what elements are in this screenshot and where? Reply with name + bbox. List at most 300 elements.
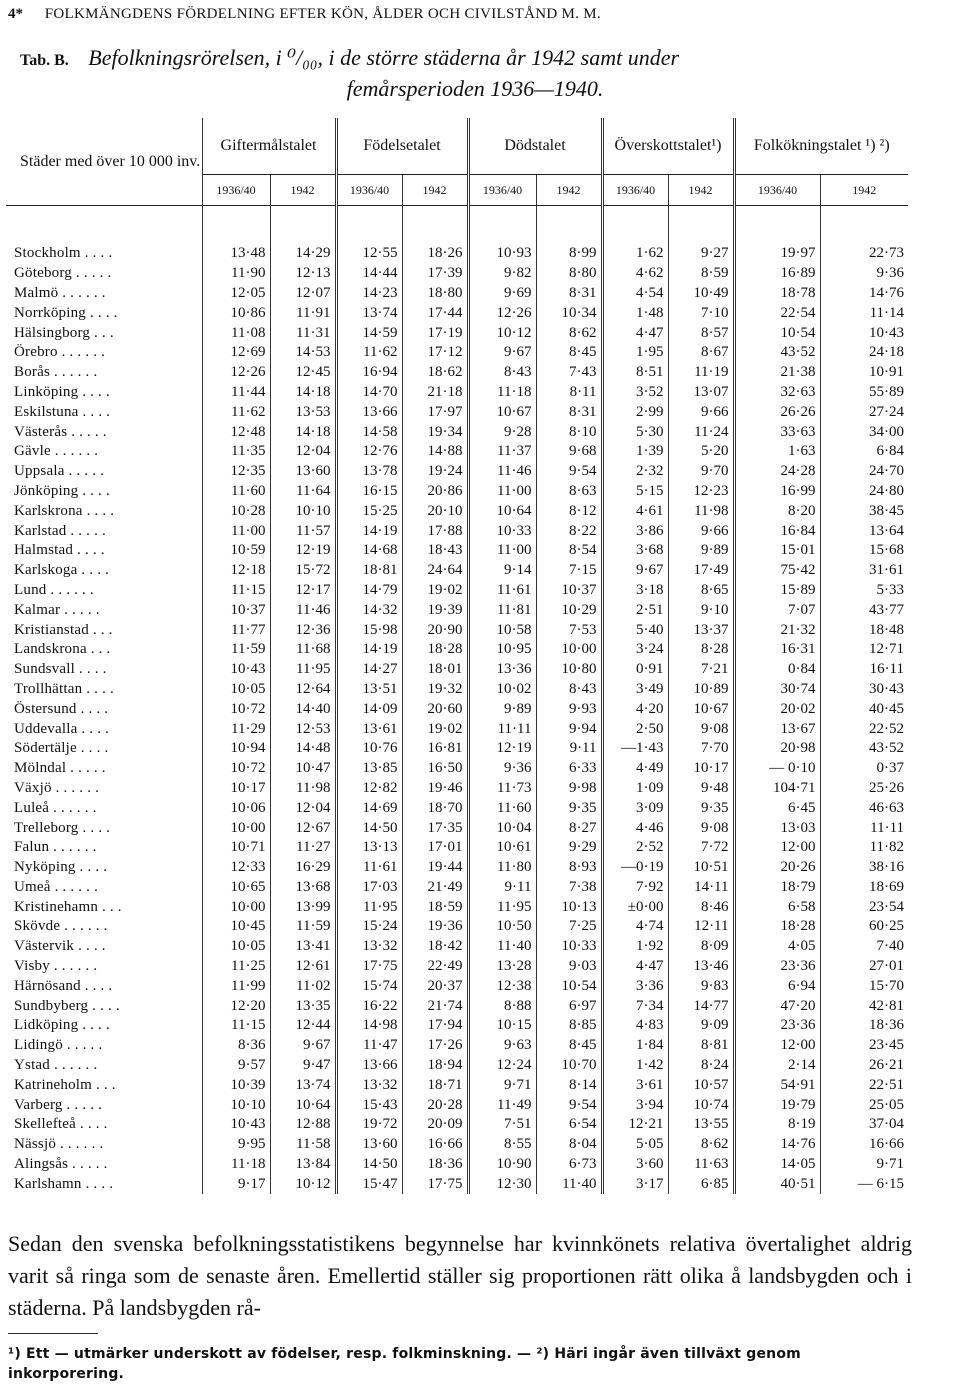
value-cell: 3·24: [602, 640, 668, 660]
value-cell: 18·28: [402, 640, 468, 660]
value-cell: 24·70: [820, 462, 908, 482]
value-cell: 14·70: [336, 383, 402, 403]
subheader: 1936/40: [336, 175, 402, 206]
table-row: [6, 462, 908, 482]
value-cell: 13·67: [734, 719, 820, 739]
value-cell: 34·00: [820, 422, 908, 442]
value-cell: 16·99: [734, 482, 820, 502]
value-cell: 104·71: [734, 779, 820, 799]
subheader: 1936/40: [734, 175, 820, 206]
value-cell: 0·84: [734, 660, 820, 680]
value-cell: 11·29: [202, 719, 270, 739]
value-cell: 19·72: [336, 1115, 402, 1135]
value-cell: 10·70: [536, 1056, 602, 1076]
value-cell: 1·92: [602, 937, 668, 957]
value-cell: 10·17: [668, 759, 734, 779]
subheader: 1936/40: [202, 175, 270, 206]
value-cell: 20·02: [734, 699, 820, 719]
table-row: [6, 976, 908, 996]
value-cell: 10·17: [202, 779, 270, 799]
table-row: [6, 284, 908, 304]
value-cell: 18·48: [820, 620, 908, 640]
table-row: [6, 482, 908, 502]
value-cell: 40·51: [734, 1174, 820, 1194]
value-cell: 22·51: [820, 1075, 908, 1095]
table-row: [6, 699, 908, 719]
value-cell: 22·52: [820, 719, 908, 739]
city-name-cell: Gävle . . . . . .: [14, 443, 99, 460]
table-row: [6, 442, 908, 462]
value-cell: 11·37: [468, 442, 536, 462]
value-cell: 14·79: [336, 581, 402, 601]
subheader: 1942: [270, 175, 336, 206]
table-row: [6, 264, 908, 284]
value-cell: 18·59: [402, 897, 468, 917]
value-cell: 1·39: [602, 442, 668, 462]
value-cell: 10·43: [202, 1115, 270, 1135]
value-cell: 8·24: [668, 1056, 734, 1076]
city-name-cell: Karlskoga . . . .: [14, 562, 110, 579]
value-cell: 11·15: [202, 581, 270, 601]
value-cell: 10·37: [536, 581, 602, 601]
table-row: [6, 244, 908, 264]
table-row: [6, 501, 908, 521]
value-cell: 7·53: [536, 620, 602, 640]
value-cell: 14·98: [336, 1016, 402, 1036]
value-cell: 2·99: [602, 402, 668, 422]
group-header: Folkökningstalet ¹) ²): [734, 118, 908, 175]
value-cell: 13·03: [734, 818, 820, 838]
value-cell: 11·98: [270, 779, 336, 799]
value-cell: 10·28: [202, 501, 270, 521]
value-cell: 38·16: [820, 858, 908, 878]
value-cell: 14·11: [668, 878, 734, 898]
subheader: 1936/40: [468, 175, 536, 206]
city-name-cell: Hälsingborg . . .: [14, 324, 114, 341]
value-cell: 0·37: [820, 759, 908, 779]
value-cell: 4·83: [602, 1016, 668, 1036]
city-name-cell: Visby . . . . . .: [14, 958, 98, 975]
value-cell: 30·74: [734, 680, 820, 700]
city-name-cell: Göteborg . . . . .: [14, 265, 112, 282]
table-row: [6, 719, 908, 739]
subheader: 1942: [536, 175, 602, 206]
city-name-cell: Härnösand . . . .: [14, 977, 113, 994]
value-cell: 18·80: [402, 284, 468, 304]
value-cell: 6·84: [820, 442, 908, 462]
value-cell: 6·45: [734, 798, 820, 818]
value-cell: 2·52: [602, 838, 668, 858]
value-cell: 6·33: [536, 759, 602, 779]
value-cell: 11·62: [202, 402, 270, 422]
value-cell: 6·85: [668, 1174, 734, 1194]
city-name-cell: Katrineholm . . .: [14, 1076, 116, 1093]
value-cell: 9·68: [536, 442, 602, 462]
table-row: [6, 917, 908, 937]
value-cell: 13·48: [202, 244, 270, 264]
value-cell: 8·11: [536, 383, 602, 403]
value-cell: — 6·15: [820, 1174, 908, 1194]
value-cell: 10·65: [202, 878, 270, 898]
value-cell: 10·61: [468, 838, 536, 858]
value-cell: 8·63: [536, 482, 602, 502]
value-cell: 10·64: [468, 501, 536, 521]
value-cell: 9·29: [536, 838, 602, 858]
value-cell: 22·54: [734, 303, 820, 323]
value-cell: 3·09: [602, 798, 668, 818]
value-cell: 13·66: [336, 1056, 402, 1076]
value-cell: 12·07: [270, 284, 336, 304]
value-cell: 11·27: [270, 838, 336, 858]
value-cell: 14·69: [336, 798, 402, 818]
value-cell: 8·65: [668, 581, 734, 601]
value-cell: 18·26: [402, 244, 468, 264]
value-cell: 24·28: [734, 462, 820, 482]
city-name-cell: Uddevalla . . . .: [14, 720, 110, 737]
value-cell: 14·27: [336, 660, 402, 680]
value-cell: 13·60: [336, 1135, 402, 1155]
value-cell: 21·49: [402, 878, 468, 898]
value-cell: 9·36: [468, 759, 536, 779]
value-cell: 1·62: [602, 244, 668, 264]
value-cell: 7·25: [536, 917, 602, 937]
value-cell: 11·59: [270, 917, 336, 937]
value-cell: 18·01: [402, 660, 468, 680]
value-cell: 12·19: [468, 739, 536, 759]
value-cell: 12·26: [468, 303, 536, 323]
value-cell: 8·67: [668, 343, 734, 363]
value-cell: 9·67: [270, 1036, 336, 1056]
running-title: FOLKMÄNGDENS FÖRDELNING EFTER KÖN, ÅLDER OCH CIVILSTÅND M. M.: [44, 6, 601, 22]
value-cell: 15·68: [820, 541, 908, 561]
table-row: [6, 759, 908, 779]
value-cell: 10·45: [202, 917, 270, 937]
value-cell: 13·64: [820, 521, 908, 541]
value-cell: 10·37: [202, 600, 270, 620]
value-cell: 43·52: [820, 739, 908, 759]
table-row: [6, 818, 908, 838]
value-cell: 19·46: [402, 779, 468, 799]
city-name-cell: Västervik . . . .: [14, 938, 106, 955]
value-cell: 8·36: [202, 1036, 270, 1056]
value-cell: 12·36: [270, 620, 336, 640]
value-cell: 18·42: [402, 937, 468, 957]
value-cell: 4·46: [602, 818, 668, 838]
value-cell: 3·17: [602, 1174, 668, 1194]
value-cell: 10·94: [202, 739, 270, 759]
value-cell: 12·11: [668, 917, 734, 937]
value-cell: 13·84: [270, 1155, 336, 1175]
value-cell: 13·61: [336, 719, 402, 739]
value-cell: 8·99: [536, 244, 602, 264]
value-cell: 11·24: [668, 422, 734, 442]
value-cell: 9·47: [270, 1056, 336, 1076]
value-cell: 6·54: [536, 1115, 602, 1135]
value-cell: 11·35: [202, 442, 270, 462]
table-row: [6, 1115, 908, 1135]
value-cell: 13·36: [468, 660, 536, 680]
value-cell: 8·10: [536, 422, 602, 442]
table-row: [6, 798, 908, 818]
value-cell: 12·05: [202, 284, 270, 304]
value-cell: 27·24: [820, 402, 908, 422]
value-cell: 0·91: [602, 660, 668, 680]
value-cell: 37·04: [820, 1115, 908, 1135]
value-cell: 54·91: [734, 1075, 820, 1095]
value-cell: 8·93: [536, 858, 602, 878]
value-cell: 9·35: [668, 798, 734, 818]
value-cell: 27·01: [820, 957, 908, 977]
value-cell: 10·76: [336, 739, 402, 759]
table-row: [6, 303, 908, 323]
city-name-cell: Karlshamn . . . .: [14, 1175, 114, 1192]
value-cell: 43·77: [820, 600, 908, 620]
value-cell: 11·49: [468, 1095, 536, 1115]
value-cell: 19·79: [734, 1095, 820, 1115]
table-row: [6, 680, 908, 700]
value-cell: 2·32: [602, 462, 668, 482]
city-name-cell: Lidköping . . . .: [14, 1017, 110, 1034]
value-cell: 20·90: [402, 620, 468, 640]
value-cell: 18·94: [402, 1056, 468, 1076]
value-cell: 10·71: [202, 838, 270, 858]
value-cell: 2·51: [602, 600, 668, 620]
value-cell: 8·85: [536, 1016, 602, 1036]
value-cell: 14·50: [336, 1155, 402, 1175]
table-row: [6, 1155, 908, 1175]
city-name-cell: Jönköping . . . .: [14, 482, 110, 499]
table-row: [6, 878, 908, 898]
value-cell: 13·60: [270, 462, 336, 482]
value-cell: 17·19: [402, 323, 468, 343]
table-caption: [20, 44, 930, 103]
value-cell: 2·50: [602, 719, 668, 739]
value-cell: 25·26: [820, 779, 908, 799]
value-cell: 16·66: [402, 1135, 468, 1155]
value-cell: 26·21: [820, 1056, 908, 1076]
value-cell: 4·20: [602, 699, 668, 719]
value-cell: 11·77: [202, 620, 270, 640]
value-cell: 10·33: [468, 521, 536, 541]
value-cell: 10·59: [202, 541, 270, 561]
value-cell: 11·95: [270, 660, 336, 680]
value-cell: 12·71: [820, 640, 908, 660]
table-row: [6, 838, 908, 858]
table-row: [6, 640, 908, 660]
value-cell: 10·90: [468, 1155, 536, 1175]
value-cell: 8·19: [734, 1115, 820, 1135]
value-cell: 12·33: [202, 858, 270, 878]
value-cell: 14·09: [336, 699, 402, 719]
value-cell: 8·46: [668, 897, 734, 917]
value-cell: 20·28: [402, 1095, 468, 1115]
table-row: [6, 779, 908, 799]
value-cell: 18·71: [402, 1075, 468, 1095]
value-cell: 5·33: [820, 581, 908, 601]
value-cell: 8·28: [668, 640, 734, 660]
value-cell: 9·70: [668, 462, 734, 482]
value-cell: 14·19: [336, 521, 402, 541]
city-name-cell: Växjö . . . . . .: [14, 779, 100, 796]
value-cell: 8·31: [536, 402, 602, 422]
value-cell: 8·80: [536, 264, 602, 284]
value-cell: 23·36: [734, 957, 820, 977]
value-cell: 11·46: [270, 600, 336, 620]
city-name-cell: Uppsala . . . . .: [14, 463, 105, 480]
value-cell: 5·20: [668, 442, 734, 462]
value-cell: 17·39: [402, 264, 468, 284]
value-cell: 10·91: [820, 363, 908, 383]
value-cell: 12·23: [668, 482, 734, 502]
value-cell: 18·43: [402, 541, 468, 561]
city-name-cell: Ystad . . . . . .: [14, 1057, 98, 1074]
city-name-cell: Trollhättan . . . .: [14, 680, 114, 697]
value-cell: 8·14: [536, 1075, 602, 1095]
table-row: [6, 581, 908, 601]
value-cell: 33·63: [734, 422, 820, 442]
value-cell: 12·30: [468, 1174, 536, 1194]
value-cell: 12·48: [202, 422, 270, 442]
value-cell: 12·69: [202, 343, 270, 363]
city-name-cell: Sundsvall . . . .: [14, 661, 107, 678]
city-name-cell: Lidingö . . . . .: [14, 1037, 103, 1054]
group-header: Dödstalet: [468, 118, 602, 175]
value-cell: 12·53: [270, 719, 336, 739]
value-cell: 3·52: [602, 383, 668, 403]
table-row: [6, 561, 908, 581]
running-head: [8, 6, 948, 23]
value-cell: 9·66: [668, 402, 734, 422]
table-row: [6, 1135, 908, 1155]
value-cell: 11·47: [336, 1036, 402, 1056]
table-row: [6, 1056, 908, 1076]
value-cell: 9·82: [468, 264, 536, 284]
value-cell: —1·43: [602, 739, 668, 759]
value-cell: 22·49: [402, 957, 468, 977]
value-cell: 6·58: [734, 897, 820, 917]
value-cell: 11·18: [468, 383, 536, 403]
value-cell: 7·40: [820, 937, 908, 957]
value-cell: 15·01: [734, 541, 820, 561]
value-cell: 10·34: [536, 303, 602, 323]
value-cell: 14·50: [336, 818, 402, 838]
value-cell: 14·40: [270, 699, 336, 719]
value-cell: 9·28: [468, 422, 536, 442]
value-cell: 3·60: [602, 1155, 668, 1175]
table-row: [6, 1095, 908, 1115]
value-cell: 20·86: [402, 482, 468, 502]
value-cell: 13·07: [668, 383, 734, 403]
city-name-cell: Varberg . . . . .: [14, 1096, 103, 1113]
value-cell: 8·31: [536, 284, 602, 304]
value-cell: 20·98: [734, 739, 820, 759]
value-cell: 31·61: [820, 561, 908, 581]
value-cell: 11·95: [336, 897, 402, 917]
value-cell: 14·18: [270, 383, 336, 403]
value-cell: 13·13: [336, 838, 402, 858]
value-cell: 10·00: [202, 818, 270, 838]
value-cell: 10·54: [734, 323, 820, 343]
value-cell: 18·62: [402, 363, 468, 383]
value-cell: 19·97: [734, 244, 820, 264]
value-cell: 47·20: [734, 996, 820, 1016]
group-header: Födelsetalet: [336, 118, 468, 175]
value-cell: 11·11: [820, 818, 908, 838]
value-cell: 8·57: [668, 323, 734, 343]
value-cell: 12·00: [734, 1036, 820, 1056]
value-cell: 6·94: [734, 976, 820, 996]
city-name-cell: Luleå . . . . . .: [14, 799, 97, 816]
value-cell: 8·59: [668, 264, 734, 284]
value-cell: 9·94: [536, 719, 602, 739]
value-cell: 18·36: [820, 1016, 908, 1036]
value-cell: 19·02: [402, 581, 468, 601]
table-row: [6, 343, 908, 363]
city-name-cell: Eskilstuna . . . .: [14, 403, 111, 420]
value-cell: 17·35: [402, 818, 468, 838]
value-cell: 14·32: [336, 600, 402, 620]
value-cell: 11·57: [270, 521, 336, 541]
value-cell: 8·09: [668, 937, 734, 957]
city-name-cell: Nässjö . . . . . .: [14, 1136, 104, 1153]
value-cell: 15·74: [336, 976, 402, 996]
value-cell: 9·11: [536, 739, 602, 759]
value-cell: 10·00: [202, 897, 270, 917]
value-cell: 2·14: [734, 1056, 820, 1076]
value-cell: 11·08: [202, 323, 270, 343]
value-cell: 7·15: [536, 561, 602, 581]
value-cell: 8·12: [536, 501, 602, 521]
value-cell: 10·51: [668, 858, 734, 878]
value-cell: 12·61: [270, 957, 336, 977]
city-name-cell: Halmstad . . . .: [14, 542, 105, 559]
value-cell: 10·67: [668, 699, 734, 719]
value-cell: 19·02: [402, 719, 468, 739]
value-cell: 1·42: [602, 1056, 668, 1076]
value-cell: 13·37: [668, 620, 734, 640]
value-cell: 11·68: [270, 640, 336, 660]
value-cell: 9·71: [820, 1155, 908, 1175]
value-cell: 9·69: [468, 284, 536, 304]
value-cell: 11·11: [468, 719, 536, 739]
value-cell: 1·09: [602, 779, 668, 799]
value-cell: 16·66: [820, 1135, 908, 1155]
value-cell: 16·50: [402, 759, 468, 779]
city-name-cell: Nyköping . . . .: [14, 859, 108, 876]
city-name-cell: Skellefteå . . . .: [14, 1116, 108, 1133]
value-cell: 9·03: [536, 957, 602, 977]
value-cell: 12·20: [202, 996, 270, 1016]
value-cell: 19·44: [402, 858, 468, 878]
value-cell: 11·40: [468, 937, 536, 957]
value-cell: 9·17: [202, 1174, 270, 1194]
value-cell: 20·10: [402, 501, 468, 521]
city-name-cell: Karlskrona . . . .: [14, 502, 115, 519]
value-cell: 3·49: [602, 680, 668, 700]
table-body: [6, 206, 908, 1195]
value-cell: 10·64: [270, 1095, 336, 1115]
value-cell: 20·37: [402, 976, 468, 996]
value-cell: 17·03: [336, 878, 402, 898]
value-cell: 3·36: [602, 976, 668, 996]
value-cell: 19·32: [402, 680, 468, 700]
value-cell: 12·44: [270, 1016, 336, 1036]
value-cell: 21·38: [734, 363, 820, 383]
value-cell: 17·26: [402, 1036, 468, 1056]
table-row: [6, 1075, 908, 1095]
value-cell: 1·95: [602, 343, 668, 363]
table-row: [6, 1036, 908, 1056]
